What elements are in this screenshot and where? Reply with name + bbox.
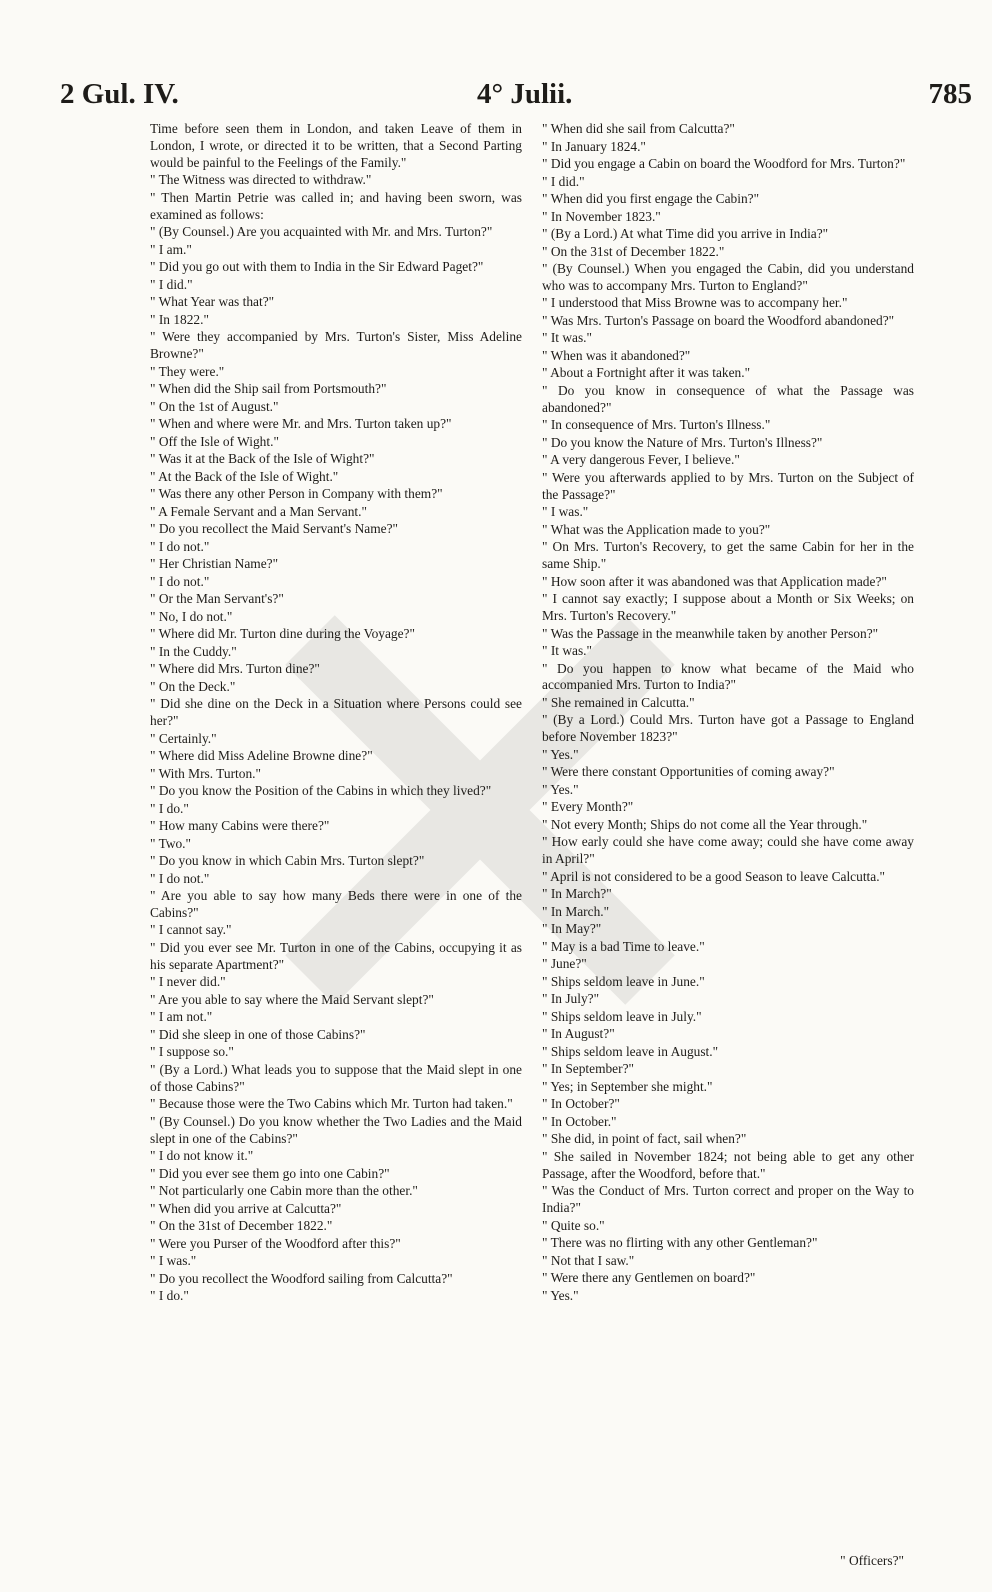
testimony-paragraph: " I do.": [150, 1288, 189, 1304]
testimony-paragraph: " Yes.": [542, 746, 579, 762]
testimony-paragraph: " I do not.": [150, 538, 210, 554]
testimony-paragraph: " Not every Month; Ships do not come all the Year through.": [542, 816, 868, 832]
testimony-paragraph: " Do you know the Nature of Mrs. Turton's Illness?": [542, 434, 823, 450]
testimony-paragraph: " May is a bad Time to leave.": [542, 938, 705, 954]
testimony-paragraph: " I did.": [542, 173, 585, 189]
testimony-paragraph: " Where did Miss Adeline Browne dine?": [150, 748, 373, 764]
testimony-paragraph: " I did.": [150, 276, 193, 292]
testimony-paragraph: " Do you know the Position of the Cabins in which they lived?": [150, 783, 492, 799]
testimony-paragraph: " I never did.": [150, 974, 226, 990]
testimony-paragraph: " Where did Mr. Turton dine during the Voyage?": [150, 626, 415, 642]
testimony-paragraph: " In March?": [542, 886, 612, 902]
testimony-paragraph: " About a Fortnight after it was taken.": [542, 365, 751, 381]
testimony-paragraph: " When did you first engage the Cabin?": [542, 191, 760, 206]
testimony-paragraph: " In September?": [542, 1061, 634, 1077]
testimony-paragraph: " Yes.": [542, 781, 579, 797]
testimony-paragraph: " On the Deck.": [150, 678, 236, 694]
testimony-paragraph: " With Mrs. Turton.": [150, 765, 261, 781]
testimony-paragraph: " Her Christian Name?": [150, 556, 279, 572]
testimony-paragraph: " Do you recollect the Maid Servant's Name?": [150, 521, 398, 537]
testimony-paragraph: " Did she sleep in one of those Cabins?": [150, 1026, 366, 1042]
testimony-paragraph: " A Female Servant and a Man Servant.": [150, 503, 367, 519]
testimony-paragraph: " It was.": [542, 643, 592, 659]
testimony-paragraph: " Quite so.": [542, 1217, 605, 1233]
testimony-paragraph: " Every Month?": [542, 799, 634, 815]
testimony-paragraph: " (By a Lord.) What leads you to suppose that the Maid slept in one of those Cabins?": [150, 1061, 522, 1094]
testimony-paragraph: " I am not.": [150, 1009, 213, 1025]
testimony-paragraph: " How many Cabins were there?": [150, 818, 330, 834]
testimony-paragraph: " A very dangerous Fever, I believe.": [542, 452, 740, 468]
testimony-paragraph: " There was no flirting with any other Gentleman?": [542, 1235, 818, 1251]
testimony-paragraph: " Are you able to say where the Maid Servant slept?": [150, 991, 434, 1007]
testimony-paragraph: " Were there constant Opportunities of coming away?": [542, 764, 835, 780]
testimony-paragraph: " In March.": [542, 903, 610, 919]
testimony-paragraph: " What was the Application made to you?": [542, 521, 771, 537]
testimony-paragraph: " Did you engage a Cabin on board the Woodford for Mrs. Turton?": [542, 156, 906, 171]
testimony-paragraph: " (By a Lord.) Could Mrs. Turton have got a Passage to England before November 1823?": [542, 712, 914, 745]
testimony-paragraph: " Were they accompanied by Mrs. Turton's Sister, Miss Adeline Browne?": [150, 329, 522, 362]
testimony-paragraph: " It was.": [542, 330, 592, 346]
testimony-paragraph: " On Mrs. Turton's Recovery, to get the same Cabin for her in the same Ship.": [542, 539, 914, 572]
testimony-paragraph: " (By Counsel.) When you engaged the Cabin, did you understand who was to accompany Mrs. Turton to England?": [542, 261, 914, 293]
testimony-paragraph: " Where did Mrs. Turton dine?": [150, 661, 320, 677]
testimony-paragraph: " Because those were the Two Cabins which Mr. Turton had taken.": [150, 1096, 513, 1112]
testimony-paragraph: " Was there any other Person in Company with them?": [150, 486, 443, 502]
testimony-paragraph: " When was it abandoned?": [542, 347, 691, 363]
testimony-paragraph: " Then Martin Petrie was called in; and having been sworn, was examined as follows:: [150, 189, 522, 222]
testimony-paragraph: " Certainly.": [150, 730, 217, 746]
testimony-paragraph: " Was the Conduct of Mrs. Turton correct and proper on the Way to India?": [542, 1183, 914, 1216]
testimony-paragraph: " When and where were Mr. and Mrs. Turton taken up?": [150, 416, 452, 432]
testimony-paragraph: " June?": [542, 956, 587, 972]
testimony-paragraph: " (By Counsel.) Do you know whether the Two Ladies and the Maid slept in one of the Cabins?": [150, 1113, 522, 1146]
testimony-paragraph: " In October?": [542, 1096, 620, 1112]
testimony-paragraph: " No, I do not.": [150, 608, 233, 624]
testimony-paragraph: " Did you ever see them go into one Cabin?": [150, 1165, 390, 1181]
testimony-paragraph: " Ships seldom leave in July.": [542, 1008, 702, 1024]
page-number: 785: [928, 78, 972, 110]
testimony-paragraph: " I cannot say.": [150, 922, 232, 938]
testimony-paragraph: " How soon after it was abandoned was that Application made?": [542, 573, 887, 589]
left-column: [130, 121, 522, 1306]
testimony-paragraph: " On the 1st of August.": [150, 398, 279, 414]
testimony-paragraph: " Yes; in September she might.": [542, 1078, 713, 1094]
testimony-paragraph: " Two.": [150, 835, 191, 851]
testimony-paragraph: " Not that I saw.": [542, 1252, 635, 1268]
testimony-paragraph: " She did, in point of fact, sail when?": [542, 1131, 747, 1147]
testimony-paragraph: " When did she sail from Calcutta?": [542, 121, 735, 136]
testimony-paragraph: " In consequence of Mrs. Turton's Illness.": [542, 417, 771, 433]
testimony-paragraph: " In August?": [542, 1026, 615, 1042]
testimony-paragraph: " I was.": [150, 1253, 197, 1269]
testimony-paragraph: " When did you arrive at Calcutta?": [150, 1200, 342, 1216]
testimony-paragraph: " Not particularly one Cabin more than the other.": [150, 1183, 418, 1199]
testimony-paragraph: " In November 1823.": [542, 208, 661, 224]
testimony-paragraph: " I suppose so.": [150, 1044, 234, 1060]
testimony-paragraph: " Do you know in which Cabin Mrs. Turton slept?": [150, 853, 425, 869]
testimony-paragraph: " How early could she have come away; could she have come away in April?": [542, 834, 914, 867]
testimony-paragraph: " Was it at the Back of the Isle of Wight?": [150, 451, 375, 467]
testimony-paragraph: " Ships seldom leave in August.": [542, 1043, 719, 1059]
testimony-paragraph: " She sailed in November 1824; not being able to get any other Passage, after the Woodford, before that.": [542, 1148, 914, 1181]
testimony-paragraph: " She remained in Calcutta.": [542, 694, 695, 710]
testimony-paragraph: " Were there any Gentlemen on board?": [542, 1270, 756, 1286]
testimony-paragraph: " Do you happen to know what became of the Maid who accompanied Mrs. Turton to India?": [542, 660, 914, 693]
testimony-paragraph: " Ships seldom leave in June.": [542, 973, 705, 989]
testimony-paragraph: " Are you able to say how many Beds there were in one of the Cabins?": [150, 888, 522, 920]
testimony-paragraph: " Do you know in consequence of what the Passage was abandoned?": [542, 382, 914, 415]
testimony-paragraph: " Did you ever see Mr. Turton in one of the Cabins, occupying it as his separate Apartment?": [150, 939, 522, 972]
testimony-paragraph: " I do not.": [150, 870, 210, 886]
testimony-paragraph: " I do not know it.": [150, 1148, 254, 1164]
testimony-paragraph: " The Witness was directed to withdraw.": [150, 172, 372, 188]
testimony-paragraph: " In 1822.": [150, 311, 209, 327]
testimony-paragraph: " What Year was that?": [150, 294, 275, 310]
testimony-paragraph: " Did you go out with them to India in the Sir Edward Paget?": [150, 259, 484, 275]
testimony-paragraph: " Do you recollect the Woodford sailing from Calcutta?": [150, 1270, 453, 1286]
date-heading: 4° Julii.: [477, 78, 573, 110]
testimony-paragraph: " April is not considered to be a good Season to leave Calcutta.": [542, 868, 886, 884]
testimony-paragraph: " Off the Isle of Wight.": [150, 433, 279, 449]
right-column: [522, 121, 914, 1305]
testimony-paragraph: " Was the Passage in the meanwhile taken by another Person?": [542, 625, 879, 641]
testimony-paragraph: " On the 31st of December 1822.": [150, 1218, 333, 1234]
testimony-paragraph: " Or the Man Servant's?": [150, 591, 284, 607]
testimony-paragraph: " At the Back of the Isle of Wight.": [150, 468, 339, 484]
testimony-paragraph: " They were.": [150, 363, 225, 379]
catchword: " Officers?": [840, 1553, 904, 1568]
testimony-paragraph: " I am.": [150, 241, 192, 257]
testimony-paragraph: " In January 1824.": [542, 138, 646, 154]
page-header: [0, 78, 992, 114]
testimony-paragraph: " When did the Ship sail from Portsmouth?": [150, 381, 387, 397]
testimony-paragraph: " I was.": [542, 504, 589, 520]
testimony-paragraph: " Was Mrs. Turton's Passage on board the Woodford abandoned?": [542, 312, 895, 328]
testimony-paragraph: " Yes.": [542, 1287, 579, 1303]
testimony-paragraph: " On the 31st of December 1822.": [542, 243, 725, 259]
testimony-paragraph: " In July?": [542, 991, 600, 1007]
testimony-paragraph: " I do not.": [150, 573, 210, 589]
testimony-paragraph: " (By Counsel.) Are you acquainted with Mr. and Mrs. Turton?": [150, 224, 493, 240]
testimony-paragraph: " Were you Purser of the Woodford after this?": [150, 1235, 401, 1251]
testimony-paragraph: " I cannot say exactly; I suppose about a Month or Six Weeks; on Mrs. Turton's Recovery.": [542, 591, 914, 624]
testimony-paragraph: Time before seen them in London, and taken Leave of them in London, I wrote, or directed it to be written, that a Second Parting would be painful to the Feelings of the Family.": [150, 121, 522, 170]
testimony-paragraph: " In October.": [542, 1113, 617, 1129]
testimony-paragraph: " Were you afterwards applied to by Mrs. Turton on the Subject of the Passage?": [542, 469, 914, 502]
testimony-paragraph: " In May?": [542, 921, 602, 937]
testimony-paragraph: " (By a Lord.) At what Time did you arrive in India?": [542, 226, 829, 241]
testimony-paragraph: " I do.": [150, 800, 189, 816]
testimony-paragraph: " In the Cuddy.": [150, 643, 237, 659]
regnal-year: 2 Gul. IV.: [60, 78, 179, 110]
testimony-paragraph: " Did she dine on the Deck in a Situation where Persons could see her?": [150, 696, 522, 729]
testimony-paragraph: " I understood that Miss Browne was to accompany her.": [542, 295, 848, 311]
